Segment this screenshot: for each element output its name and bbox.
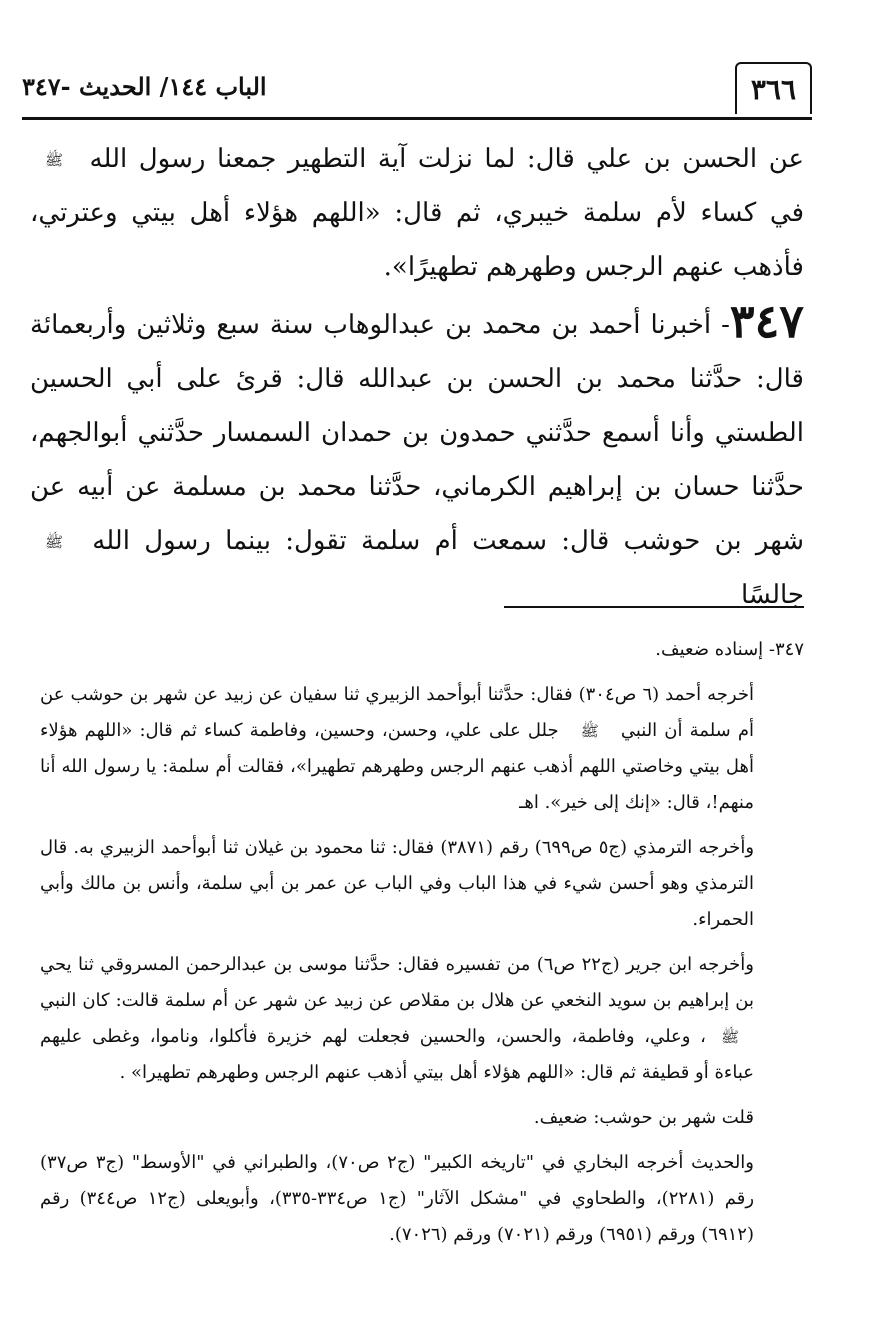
footnote-assessment: قلت شهر بن حوشب: ضعيف. [533,1107,754,1128]
chapter-hadith-title: الباب ١٤٤/ الحديث -٣٤٧ [22,72,267,101]
salawat-honorific: ﷺ [44,151,64,169]
paragraph-1: عن الحسن بن علي قال: لما نزلت آية التطهير جمعنا رسول الله ﷺ في كساء لأم سلمة خيبري، ثم قال: «اللهم هؤلاء أهل بيتي وعترتي، فأذهب عنهم الرجس وطهرهم تطهيرًا». [30,144,804,282]
footnote-grading: ٣٤٧- إسناده ضعيف. [655,639,804,660]
footnote-separator [504,606,804,608]
paragraph-2: ٣٤٧- أخبرنا أحمد بن محمد بن عبدالوهاب سنة سبع وثلاثين وأربعمائة قال: حدَّثنا محمد بن الحسن بن عبدالله قال: قرئ على أبي الحسين الطستي وأنا أسمع حدَّثني حمدون بن حمدان السمسار حدَّثني أبوالجهم، حدَّثنا حسان بن إبراهيم الكرماني، حدَّثنا محمد بن مسلمة عن أبيه عن شهر بن حوشب قال: سمعت أم سلمة تقول: بينما رسول الله ﷺ جالسًا [30,294,804,610]
footnote-other-sources: والحديث أخرجه البخاري في "تاريخه الكبير" (ج٢ ص٧٠)، والطبراني في "الأوسط" (ج٣ ص٣٧) رقم (٢٢٨١)، والطحاوي في "مشكل الآثار" (ج١ ص٣٣٤-٣٣٥)، وأبويعلى (ج١٢ ص٣٤٤) رقم (٦٩١٢) ورقم (٦٩٥١) ورقم (٧٠٢١) ورقم (٧٠٢٦). [40,1152,755,1245]
page-header [22,62,812,120]
hadith-number: ٣٤٧ [729,294,804,348]
main-text [30,132,804,622]
footnote-ahmad: أخرجه أحمد (٦ ص٣٠٤) فقال: حدَّثنا أبوأحمد الزبيري ثنا سفيان عن زبيد عن شهر بن حوشب عن أم سلمة أن النبي ﷺ جلل على علي، وحسن، وحسين، وفاطمة كساء ثم قال: «اللهم هؤلاء أهل بيتي وخاصتي اللهم أذهب عنهم الرجس وطهرهم تطهيرا»، فقالت أم سلمة: يا رسول الله أنا منهم!، قال: «إنك إلى خير». اهـ [40,684,755,813]
salawat-honorific: ﷺ [720,1028,740,1046]
salawat-honorific: ﷺ [580,722,599,740]
header-rule [22,117,812,120]
salawat-honorific: ﷺ [44,533,64,551]
footnote-tirmidhi: وأخرجه الترمذي (ج٥ ص٦٩٩) رقم (٣٨٧١) فقال: ثنا محمود بن غيلان ثنا أبوأحمد الزبيري به. قال الترمذي وهو أحسن شيء في هذا الباب وفي الباب عن عمر بن أبي سلمة، وأنس بن مالك وأبي الحمراء. [40,837,755,930]
page-number: ٣٦٦ [735,62,812,114]
footnote-ibn-jarir: وأخرجه ابن جرير (ج٢٢ ص٦) من تفسيره فقال: حدَّثنا موسى بن عبدالرحمن المسروقي ثنا يحي بن إبراهيم بن سويد النخعي عن هلال بن مقلاص عن زبيد عن شهر عن أم سلمة قالت: كان النبي ﷺ، وعلي، وفاطمة، والحسن، والحسين فجعلت لهم خزيرة فأكلوا، وناموا، وغطى عليهم عباءة أو قطيفة ثم قال: «اللهم هؤلاء أهل بيتي أذهب عنهم الرجس وطهرهم تطهيرا» . [40,954,754,1083]
footnotes [40,632,804,1262]
